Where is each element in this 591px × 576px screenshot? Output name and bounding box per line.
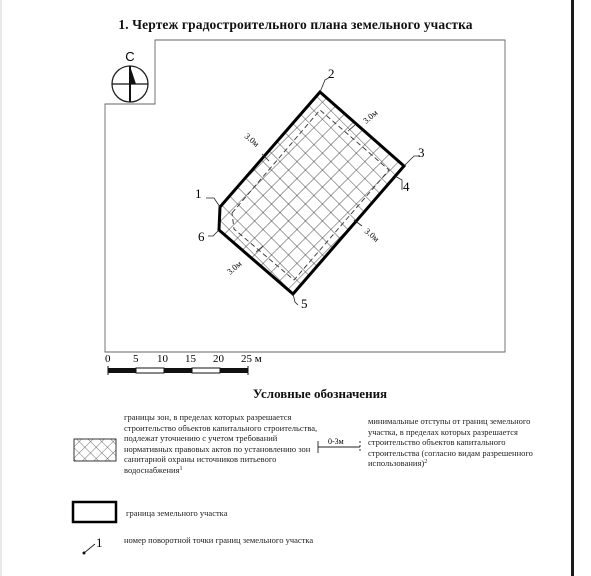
setback-label-bottom-right: 3.0м xyxy=(362,225,382,244)
point-label-2: 2 xyxy=(328,66,335,81)
scale-tick-10: 10 xyxy=(157,353,168,365)
legend-point-symbol xyxy=(83,544,96,555)
legend-boundary-text: граница земельного участка xyxy=(126,508,228,518)
point-label-6: 6 xyxy=(198,229,205,244)
setback-label-top-right: 3.0м xyxy=(360,107,380,126)
page-title: 1. Чертеж градостроительного плана земельного участка xyxy=(118,17,473,32)
point-label-3: 3 xyxy=(418,145,425,160)
point-label-1: 1 xyxy=(195,186,202,201)
buildable-zone-hatch xyxy=(219,92,404,294)
scale-tick-20: 20 xyxy=(213,353,224,365)
legend-setback-text: минимальные отступы от границ земельного участка, в пределах которых разрешается строительство объектов капитального строительства (согласно видам разрешенного использования)$^2$ xyxy=(368,416,533,469)
legend-point-symbol-label: 1 xyxy=(96,535,103,550)
legend-boundary-symbol xyxy=(73,502,116,522)
legend-setback-symbol-label: 0-3м xyxy=(328,437,344,446)
setback-label-bottom-left: 3.0м xyxy=(224,258,244,277)
legend-zone-symbol xyxy=(74,439,116,461)
point-label-4: 4 xyxy=(403,179,410,194)
legend-zones-footnote: 1 xyxy=(179,465,183,472)
scale-bar xyxy=(108,366,248,375)
scale-tick-15: 15 xyxy=(185,353,196,365)
scale-tick-5: 5 xyxy=(133,353,139,365)
legend-title: Условные обозначения xyxy=(252,386,388,401)
north-arrow-icon xyxy=(112,66,148,102)
legend-zones-text: границы зон, в пределах которых разрешается строительство объектов капитального строительства, подлежат уточнению с учетом требований нормативных правовых актов по установлению зон санитарной охраны источников питьевого водоснабжения$^1$ xyxy=(124,412,318,475)
legend-setback-footnote: 2 xyxy=(424,459,428,466)
legend-point-text: номер поворотной точки границ земельного участка xyxy=(124,535,314,545)
north-label: С xyxy=(125,49,135,64)
scale-tick-0: 0 xyxy=(105,353,111,365)
point-label-5: 5 xyxy=(301,296,308,311)
scale-tick-25: 25 м xyxy=(241,353,262,365)
setback-label-top-left: 3.0м xyxy=(242,130,262,149)
